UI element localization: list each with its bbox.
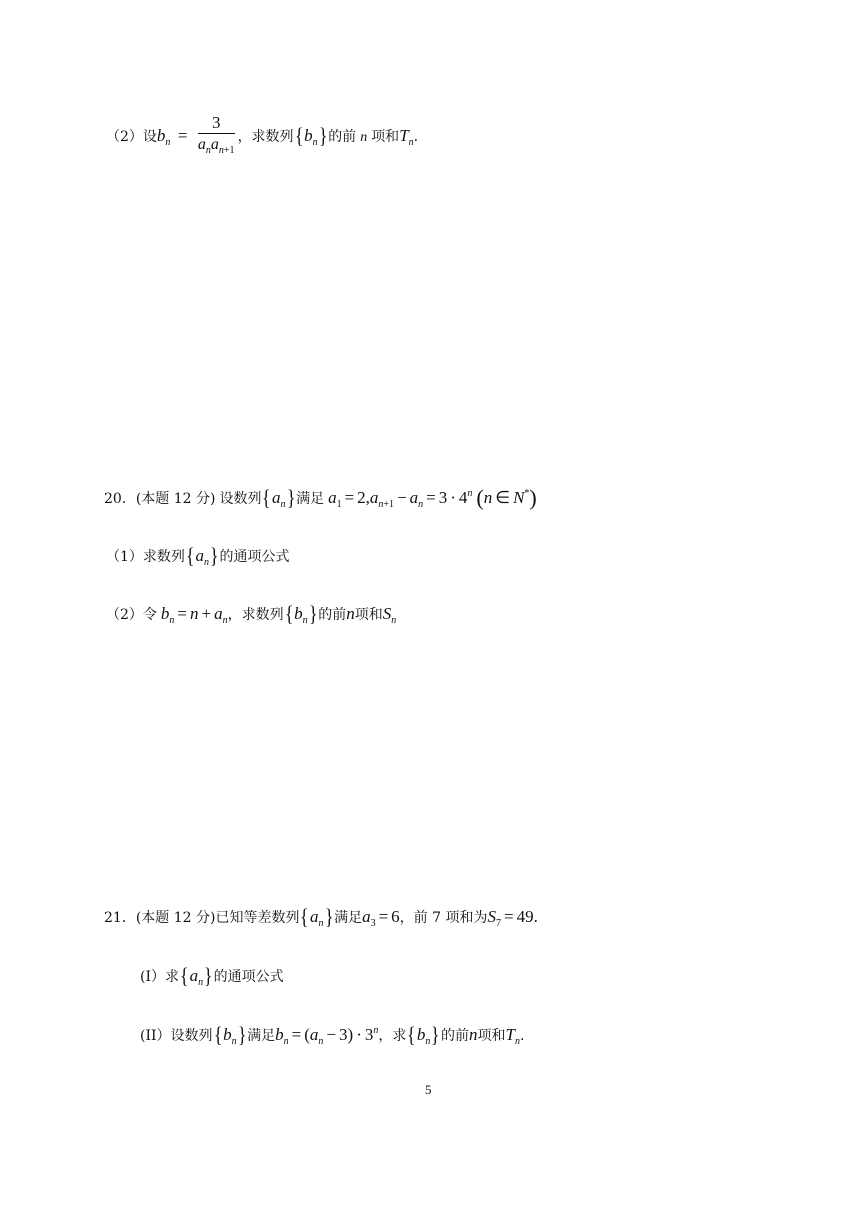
q19-part2-comma: ，求数列	[237, 129, 294, 145]
q20-part1-label: （1）求数列	[106, 549, 185, 565]
q21-part2-comma: ，求	[378, 1028, 407, 1044]
q21-part1-label: (I）求	[140, 969, 179, 985]
page-number: 5	[425, 1082, 432, 1097]
q20-part2-comma: ，求数列	[227, 607, 284, 623]
q21-mid: ，前 7 项和为	[399, 910, 488, 926]
q21-intro: 已知等差数列	[215, 910, 300, 926]
q21-part2-satisfies: 满足	[247, 1028, 276, 1044]
q21-part1: (I）求$\{a_n\}$的通项公式	[140, 963, 284, 988]
q19-part2-label: （2）设	[106, 129, 157, 145]
q20-part2: （2）令 $b_n = n + a_n$，求数列$\{b_n\}$的前n项和$S_n$	[106, 601, 397, 626]
q20-part2-rest: 项和	[354, 607, 383, 623]
q20-part2-label: （2）令	[106, 607, 157, 623]
q19-fraction: $\frac{3}{a_na_{n+1}}$	[197, 113, 235, 156]
q19-part2-mid: 的前	[328, 129, 357, 145]
q20-number: 20．(本题 12 分)	[104, 491, 216, 507]
q19-part2: （2）设$b_n$ = $\frac{3}{a_na_{n+1}}$ ，求数列$\{b_n\}$的前 n 项和$T_n$.	[106, 113, 419, 156]
q20-part1-rest: 的通项公式	[219, 549, 290, 565]
q20-satisfies: 满足	[296, 491, 325, 507]
q20-intro: 设数列	[219, 491, 262, 507]
q21-satisfies: 满足	[334, 910, 363, 926]
q21-part1-rest: 的通项公式	[213, 969, 284, 985]
q19-part2-rest: 项和	[371, 129, 400, 145]
q21-part2-label: (II）设数列	[140, 1028, 213, 1044]
q21-stem: 21．(本题 12 分)已知等差数列$\{a_n\}$满足$a_3 = 6$，前 7 项和为$S_7 = 49$.	[104, 904, 538, 929]
q21-part2: (II）设数列$\{b_n\}$满足$b_n = (a_n - 3) \cdot 3^n$，求$\{b_n\}$的前n项和$T_n$.	[140, 1022, 525, 1047]
q20-stem: 20．(本题 12 分) 设数列$\{a_n\}$满足 $a_1 = 2,a_{n+1} - a_n = 3 \cdot 4^n$ (n ∈ N*)	[104, 485, 537, 510]
q21-part2-rest: 项和	[477, 1028, 506, 1044]
q21-number: 21．(本题 12 分)	[104, 910, 216, 926]
q21-part2-mid: 的前	[440, 1028, 469, 1044]
q20-part1: （1）求数列$\{a_n\}$的通项公式	[106, 543, 290, 568]
q20-part2-mid: 的前	[318, 607, 347, 623]
